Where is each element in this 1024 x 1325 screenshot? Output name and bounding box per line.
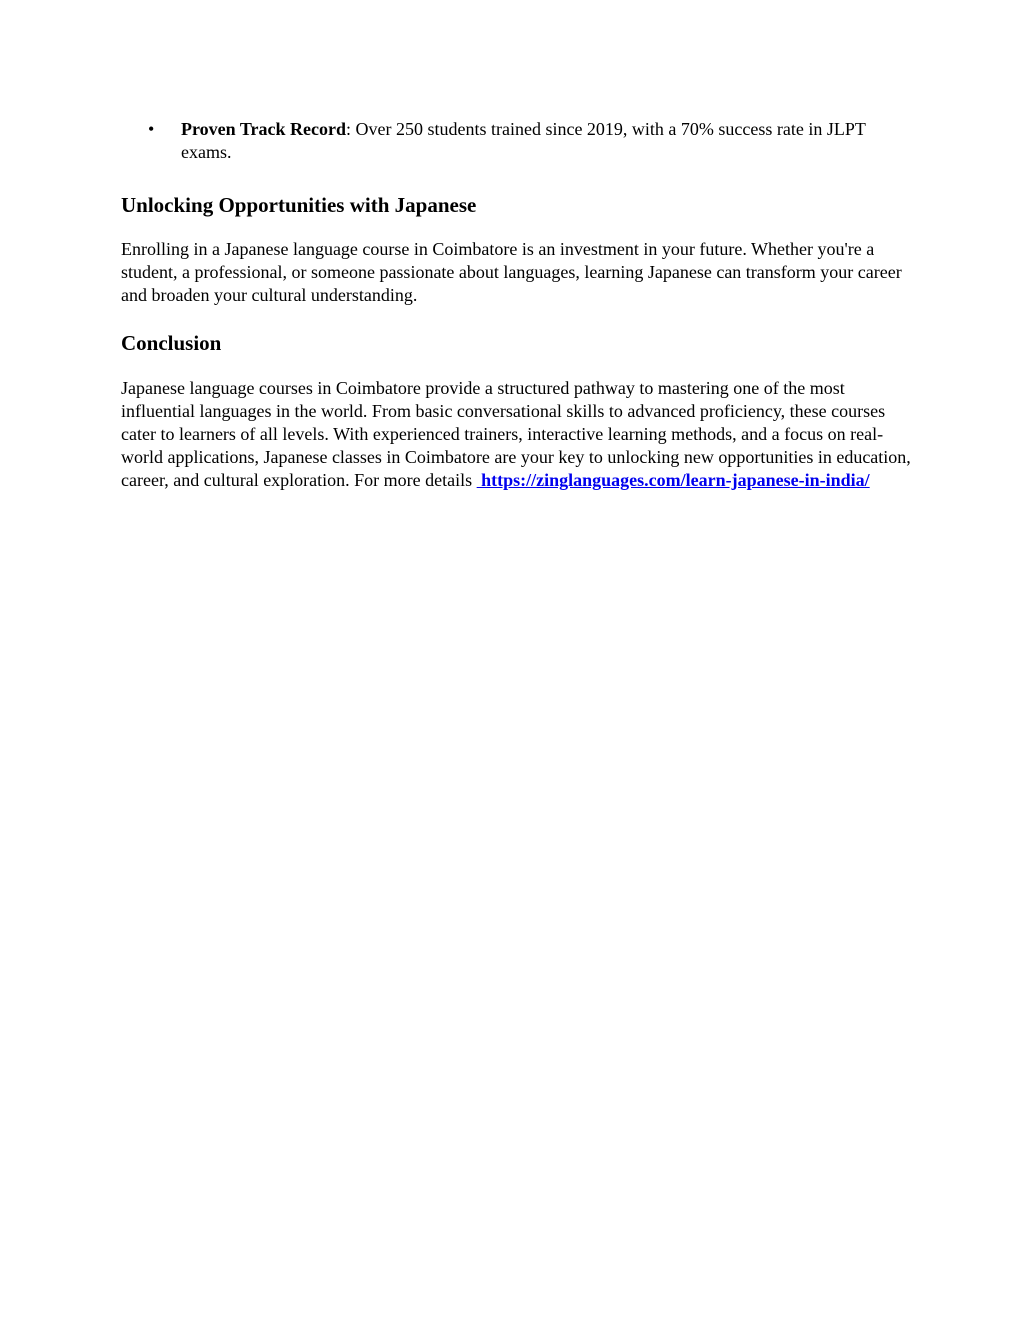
details-link[interactable]: https://zinglanguages.com/learn-japanese-in-india/ xyxy=(476,470,870,490)
section-paragraph-unlocking: Enrolling in a Japanese language course in Coimbatore is an investment in your future. Whether you're a student, a professional, or someone passionate about languages, learning Japanese can transform your career and broaden your cultural understanding. xyxy=(121,239,902,305)
bullet-bold-lead: Proven Track Record xyxy=(181,119,346,139)
bullet-text: : Over 250 students trained since 2019, with a 70% success rate in JLPT exams. xyxy=(181,119,866,162)
section-paragraph-conclusion xyxy=(121,377,911,492)
section-heading-unlocking: Unlocking Opportunities with Japanese xyxy=(121,193,477,217)
document-page xyxy=(121,118,911,492)
section-heading-conclusion: Conclusion xyxy=(121,331,222,355)
conclusion-text: Japanese language courses in Coimbatore provide a structured pathway to mastering one of the most influential languages in the world. From basic conversational skills to advanced proficiency, these courses cater to learners of all levels. With experienced trainers, interactive learning methods, and a focus on real-world applications, Japanese classes in Coimbatore are your key to unlocking new opportunities in education, career, and cultural exploration. For more details xyxy=(121,378,911,490)
bullet-list xyxy=(121,118,911,164)
list-item xyxy=(121,118,911,164)
bullet-icon: • xyxy=(148,119,155,139)
